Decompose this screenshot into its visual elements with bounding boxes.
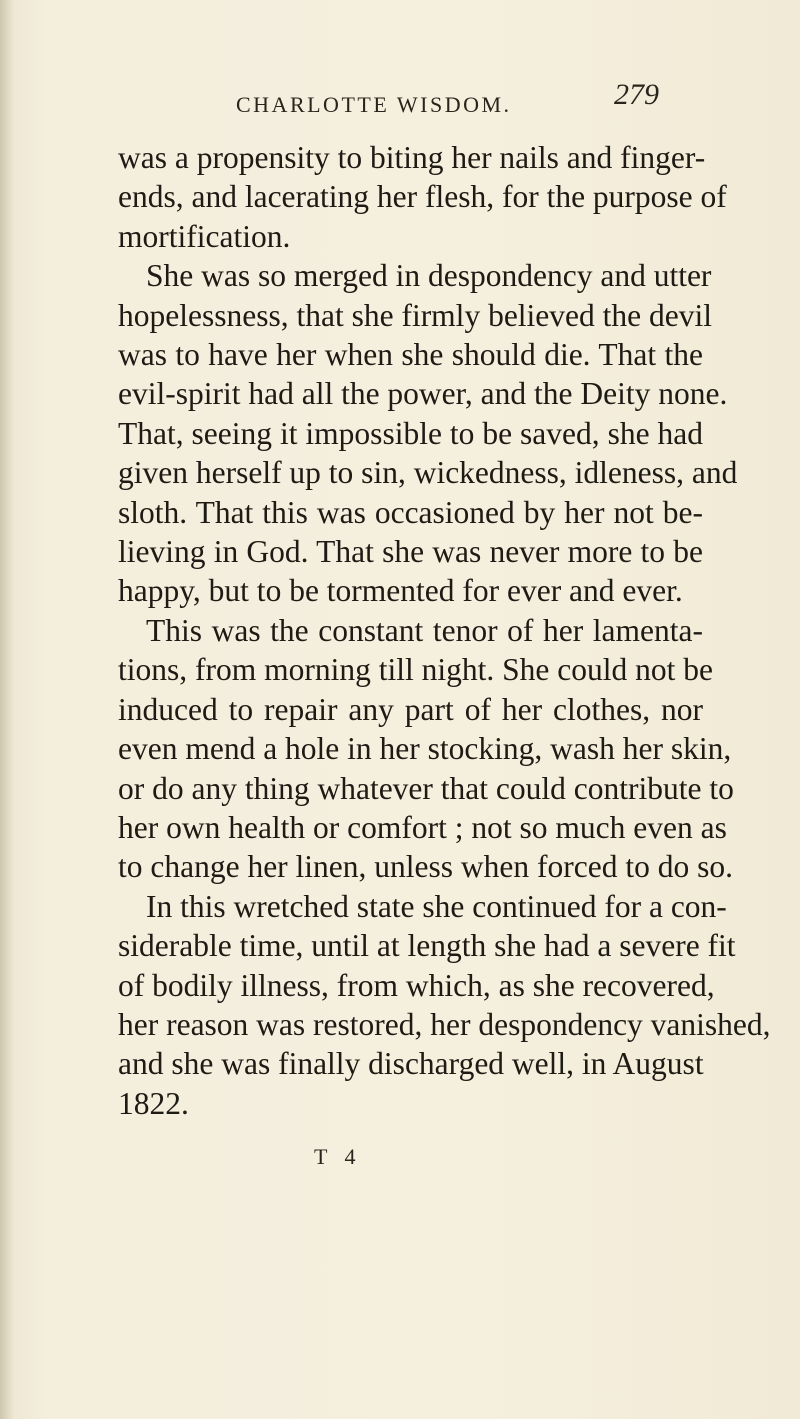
text-line: her reason was restored, her despondency vanished, [118,1006,771,1042]
text-line: was to have her when she should die. That the [118,337,703,373]
text-line: induced to repair any part of her clothes, nor [118,691,703,727]
text-line: happy, but to be tormented for ever and ever. [118,573,683,609]
text-line: That, seeing it impossible to be saved, she had [118,415,703,451]
text-line: tions, from morning till night. She could not be [118,652,713,688]
text-line: In this wretched state she continued for a con- [146,888,727,924]
text-line: or do any thing whatever that could contribute to [118,770,734,806]
text-line: evil-spirit had all the power, and the Deity none. [118,376,728,412]
text-line: was a propensity to biting her nails and finger- [118,140,706,175]
text-line: given herself up to sin, wickedness, idleness, and [118,455,738,491]
text-line: her own health or comfort ; not so much even as [118,809,727,845]
text-line: sloth. That this was occasioned by her not be- [118,494,703,530]
text-line: She was so merged in despondency and utter [146,258,712,294]
signature-mark: T 4 [314,1144,362,1169]
text-line: and she was finally discharged well, in August [118,1046,704,1082]
spine-shadow [0,0,14,1419]
page-number: 279 [614,78,659,111]
text-line: This was the constant tenor of her lamenta- [146,612,703,648]
text-line: to change her linen, unless when forced to do so. [118,849,733,885]
text-line: even mend a hole in her stocking, wash her skin, [118,731,732,767]
text-line: siderable time, until at length she had a severe fit [118,928,736,964]
text-line: hopelessness, that she firmly believed the devil [118,297,712,333]
text-line: 1822. [118,1085,189,1121]
text-line: of bodily illness, from which, as she recovered, [118,967,715,1003]
body-text [118,138,771,1123]
text-line: mortification. [118,218,291,254]
text-line: lieving in God. That she was never more to be [118,534,703,570]
text-line: ends, and lacerating her flesh, for the purpose of [118,179,727,215]
running-title: CHARLOTTE WISDOM. [236,92,512,117]
